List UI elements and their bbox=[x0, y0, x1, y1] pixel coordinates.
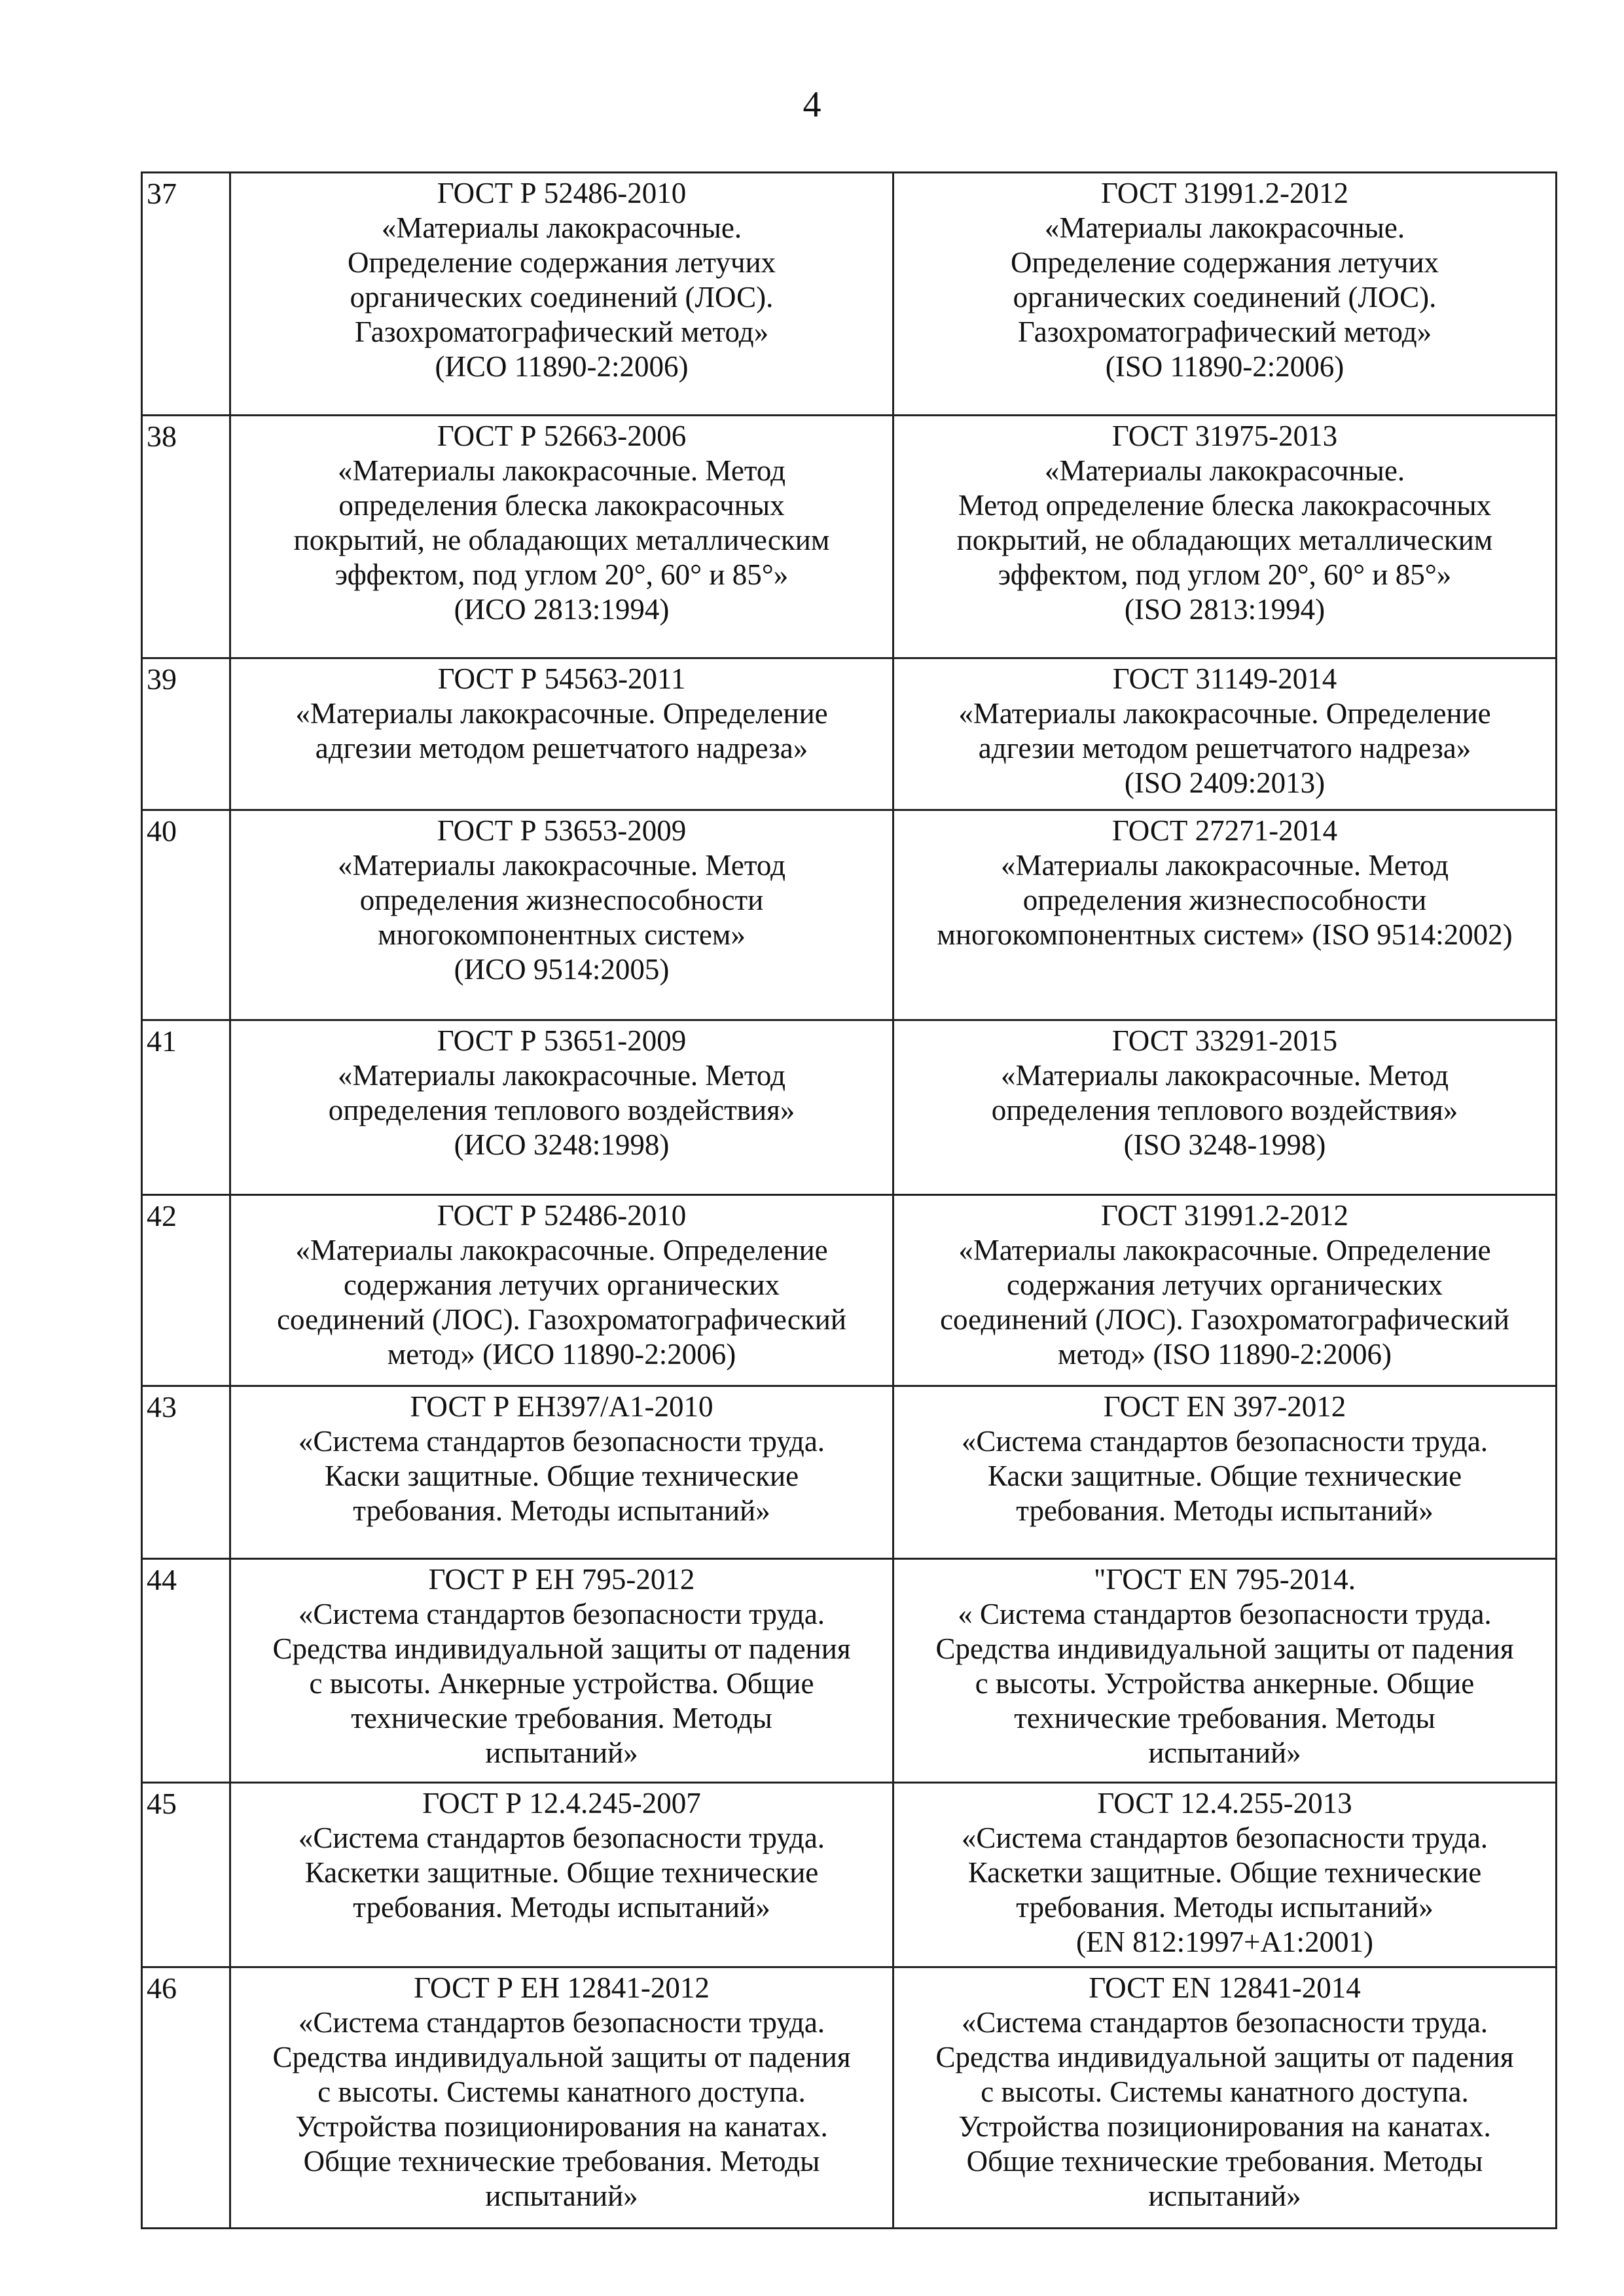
row-number: 37 bbox=[142, 173, 230, 416]
new-standard: ГОСТ EN 12841-2014 «Система стандартов безопасности труда. Средства индивидуальной защиты от падения с высоты. Системы канатного доступа. Устройства позиционирования на канатах. Общие технические требования. Методы испытаний» bbox=[935, 1971, 1514, 2212]
row-number: 44 bbox=[142, 1559, 230, 1783]
table-row bbox=[142, 1967, 1557, 2229]
table-row bbox=[142, 658, 1557, 810]
new-standard: ГОСТ 31149-2014 «Материалы лакокрасочные. Определение адгезии методом решетчатого надреза» (ISO 2409:2013) bbox=[958, 662, 1491, 799]
table-row bbox=[142, 1386, 1557, 1559]
table-row bbox=[142, 1559, 1557, 1783]
page-number: 4 bbox=[803, 84, 821, 125]
row-number: 42 bbox=[142, 1195, 230, 1386]
new-standard: ГОСТ 31991.2-2012 «Материалы лакокрасочные. Определение содержания летучих органических соединений (ЛОС). Газохроматографический метод» (ISO 11890-2:2006) bbox=[940, 1199, 1509, 1371]
old-standard: ГОСТ Р ЕН 12841-2012 «Система стандартов безопасности труда. Средства индивидуальной защиты от падения с высоты. Системы канатного доступа. Устройства позиционирования на канатах. Общие технические требования. Методы испытаний» bbox=[272, 1971, 851, 2212]
new-standard: "ГОСТ EN 795-2014. « Система стандартов безопасности труда. Средства индивидуальной защиты от падения с высоты. Устройства анкерные. Общие технические требования. Методы испытаний» bbox=[935, 1563, 1514, 1769]
new-standard: ГОСТ 12.4.255-2013 «Система стандартов безопасности труда. Каскетки защитные. Общие технические требования. Методы испытаний» (EN 812:1997+A1:2001) bbox=[961, 1787, 1489, 1958]
table-row bbox=[142, 1783, 1557, 1967]
old-standard: ГОСТ Р 52486-2010 «Материалы лакокрасочные. Определение содержания летучих органических соединений (ЛОС). Газохроматографический метод» (ИСО 11890-2:2006) bbox=[347, 177, 776, 383]
row-number: 41 bbox=[142, 1020, 230, 1195]
new-standard: ГОСТ 31975-2013 «Материалы лакокрасочные. Метод определение блеска лакокрасочных покрытий, не обладающих металлическим эффектом, под углом 20°, 60° и 85°» (ISO 2813:1994) bbox=[956, 420, 1493, 626]
new-standard: ГОСТ 31991.2-2012 «Материалы лакокрасочные. Определение содержания летучих органических соединений (ЛОС). Газохроматографический метод» (ISO 11890-2:2006) bbox=[1010, 177, 1439, 383]
row-number: 39 bbox=[142, 658, 230, 810]
row-number: 38 bbox=[142, 416, 230, 658]
table-row bbox=[142, 1195, 1557, 1386]
row-number: 43 bbox=[142, 1386, 230, 1559]
new-standard: ГОСТ EN 397-2012 «Система стандартов безопасности труда. Каски защитные. Общие технические требования. Методы испытаний» bbox=[961, 1390, 1489, 1527]
old-standard: ГОСТ Р 12.4.245-2007 «Система стандартов безопасности труда. Каскетки защитные. Общие технические требования. Методы испытаний» bbox=[298, 1787, 825, 1924]
row-number: 45 bbox=[142, 1783, 230, 1967]
table-row bbox=[142, 1020, 1557, 1195]
standards-table bbox=[141, 171, 1557, 2229]
old-standard: ГОСТ Р 53651-2009 «Материалы лакокрасочные. Метод определения теплового воздействия» (ИСО 3248:1998) bbox=[328, 1024, 795, 1161]
table-row bbox=[142, 416, 1557, 658]
old-standard: ГОСТ Р ЕН 795-2012 «Система стандартов безопасности труда. Средства индивидуальной защиты от падения с высоты. Анкерные устройства. Общие технические требования. Методы испытаний» bbox=[272, 1563, 851, 1769]
table-row bbox=[142, 810, 1557, 1020]
old-standard: ГОСТ Р 52486-2010 «Материалы лакокрасочные. Определение содержания летучих органических соединений (ЛОС). Газохроматографический метод» (ИСО 11890-2:2006) bbox=[277, 1199, 846, 1371]
new-standard: ГОСТ 27271-2014 «Материалы лакокрасочные. Метод определения жизнеспособности многокомпонентных систем» (ISO 9514:2002) bbox=[937, 814, 1513, 951]
old-standard: ГОСТ Р ЕН397/А1-2010 «Система стандартов безопасности труда. Каски защитные. Общие технические требования. Методы испытаний» bbox=[298, 1390, 825, 1527]
row-number: 40 bbox=[142, 810, 230, 1020]
old-standard: ГОСТ Р 54563-2011 «Материалы лакокрасочные. Определение адгезии методом решетчатого надреза» bbox=[295, 662, 828, 764]
old-standard: ГОСТ Р 52663-2006 «Материалы лакокрасочные. Метод определения блеска лакокрасочных покрытий, не обладающих металлическим эффектом, под углом 20°, 60° и 85°» (ИСО 2813:1994) bbox=[293, 420, 830, 626]
old-standard: ГОСТ Р 53653-2009 «Материалы лакокрасочные. Метод определения жизнеспособности многокомпонентных систем» (ИСО 9514:2005) bbox=[338, 814, 785, 986]
table-row bbox=[142, 173, 1557, 416]
new-standard: ГОСТ 33291-2015 «Материалы лакокрасочные. Метод определения теплового воздействия» (ISO 3248-1998) bbox=[991, 1024, 1458, 1161]
row-number: 46 bbox=[142, 1967, 230, 2229]
